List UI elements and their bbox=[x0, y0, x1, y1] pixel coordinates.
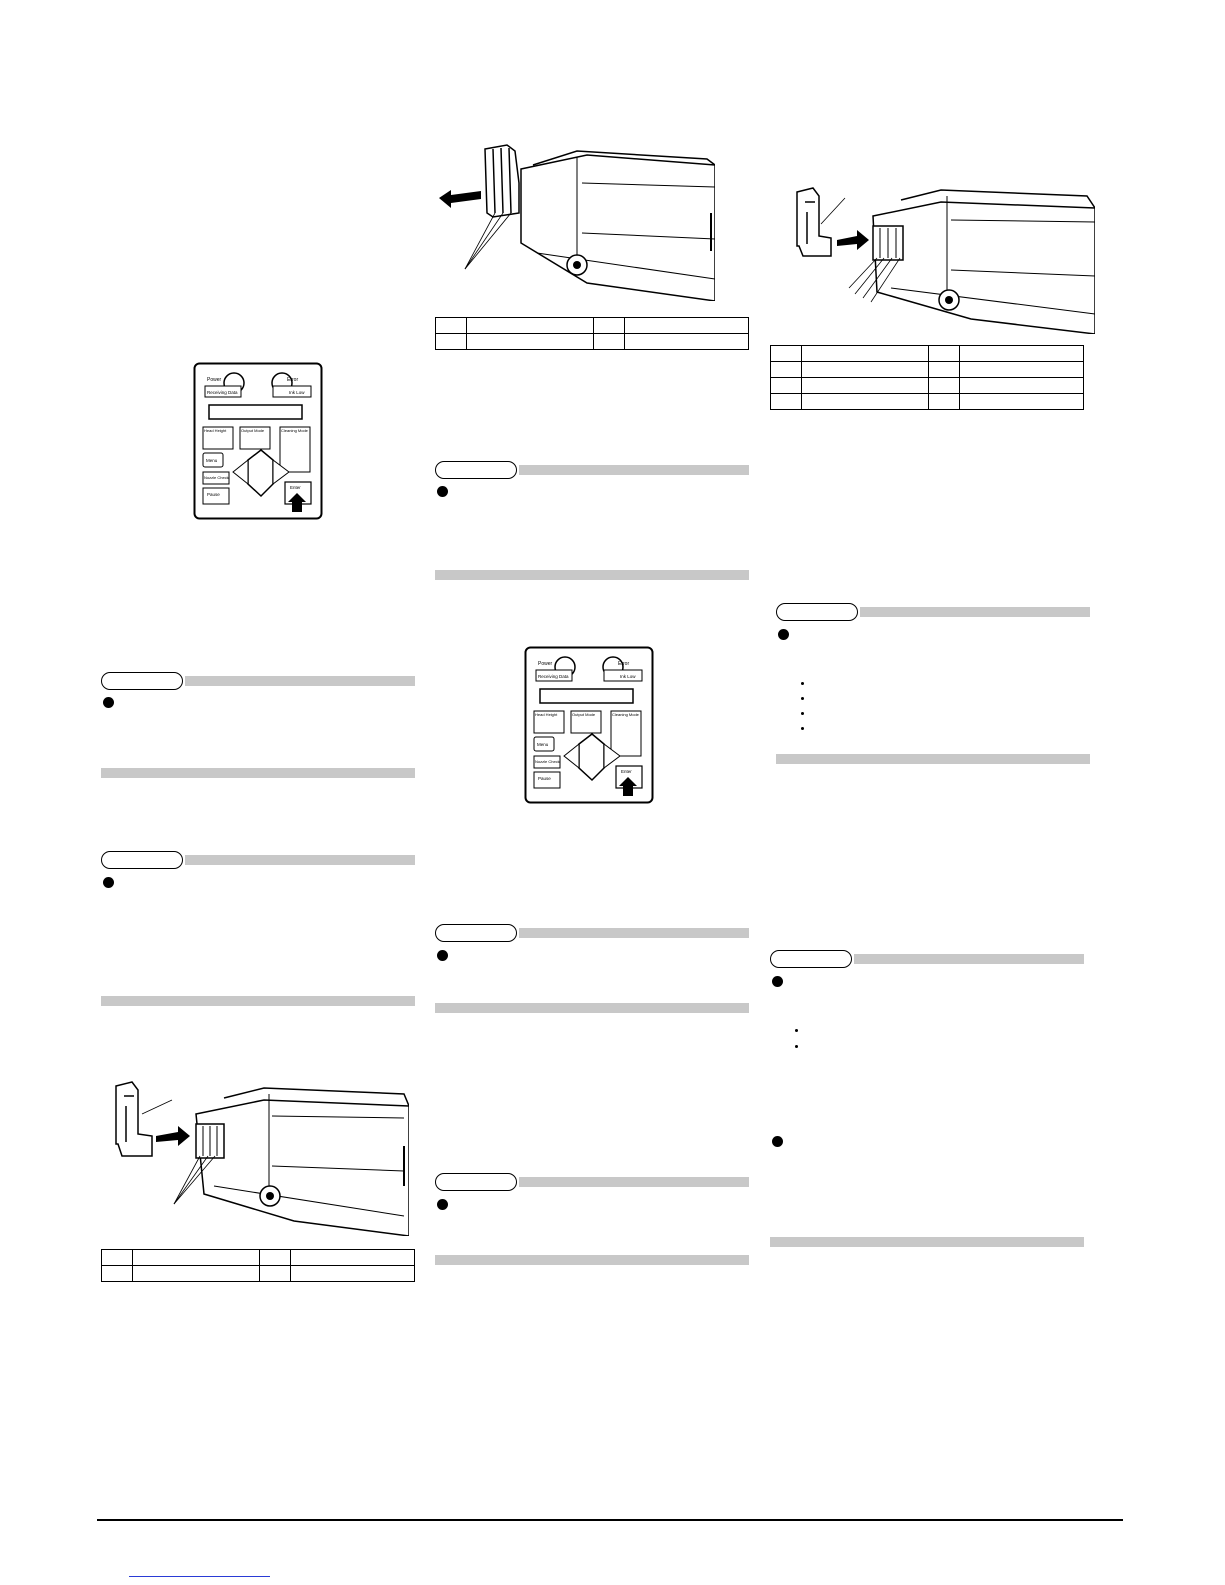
note-bullet bbox=[437, 1199, 448, 1210]
control-panel-illustration bbox=[524, 646, 654, 804]
power-label: Power bbox=[207, 377, 222, 383]
note-header bbox=[770, 950, 1084, 968]
note-badge bbox=[101, 672, 183, 690]
svg-text:Cleaning Mode: Cleaning Mode bbox=[281, 428, 308, 433]
note-header bbox=[776, 603, 1090, 621]
note-header bbox=[435, 924, 749, 942]
control-panel-illustration bbox=[193, 362, 323, 520]
note-header bbox=[101, 672, 415, 690]
note-bar bbox=[185, 855, 415, 865]
table-row bbox=[771, 362, 1084, 378]
error-label: Error bbox=[287, 377, 299, 383]
note-header bbox=[101, 851, 415, 869]
table-row bbox=[102, 1250, 415, 1266]
footer-rule bbox=[97, 1519, 1123, 1521]
note-footer-bar bbox=[101, 996, 415, 1006]
legend-table bbox=[770, 345, 1084, 410]
note-header bbox=[435, 1173, 749, 1191]
table-row bbox=[771, 378, 1084, 394]
note-bar bbox=[185, 676, 415, 686]
svg-text:Menu: Menu bbox=[206, 458, 218, 463]
list-bullet bbox=[795, 1045, 798, 1048]
table-row bbox=[436, 318, 749, 334]
note-bullet bbox=[772, 976, 783, 987]
note-bullet bbox=[437, 950, 448, 961]
note-bar bbox=[519, 1177, 749, 1187]
cartridge-icon bbox=[116, 1082, 152, 1156]
insert-arrow-icon bbox=[156, 1126, 190, 1146]
list-bullet bbox=[801, 682, 804, 685]
note-badge bbox=[776, 603, 858, 621]
note-footer-bar bbox=[435, 570, 749, 580]
svg-text:Enter: Enter bbox=[290, 485, 301, 490]
note-bullet bbox=[437, 486, 448, 497]
table-row bbox=[771, 394, 1084, 410]
list-bullet bbox=[801, 727, 804, 730]
note-bar bbox=[860, 607, 1090, 617]
table-row bbox=[102, 1266, 415, 1282]
note-bar bbox=[519, 465, 749, 475]
svg-text:Nozzle Check: Nozzle Check bbox=[204, 475, 229, 480]
svg-text:Receiving Data: Receiving Data bbox=[538, 674, 569, 679]
note-bar bbox=[854, 954, 1084, 964]
note-bullet bbox=[103, 877, 114, 888]
list-bullet bbox=[801, 712, 804, 715]
printer-cartridge-insert-illustration bbox=[791, 184, 1095, 334]
svg-text:Error: Error bbox=[618, 661, 630, 667]
svg-text:Ink Low: Ink Low bbox=[620, 674, 636, 679]
note-bullet bbox=[772, 1136, 783, 1147]
note-badge bbox=[770, 950, 852, 968]
svg-text:Head Height: Head Height bbox=[204, 428, 227, 433]
note-footer-bar bbox=[435, 1255, 749, 1265]
table-row bbox=[436, 334, 749, 350]
svg-text:Head Height: Head Height bbox=[535, 712, 558, 717]
note-header bbox=[435, 461, 749, 479]
printer-cartridge-remove-illustration bbox=[437, 143, 715, 301]
legend-table bbox=[435, 317, 749, 350]
note-badge bbox=[435, 1173, 517, 1191]
ink-low-label: Ink Low bbox=[289, 390, 305, 395]
note-badge bbox=[435, 461, 517, 479]
svg-text:Enter: Enter bbox=[621, 769, 632, 774]
svg-text:Cleaning Mode: Cleaning Mode bbox=[612, 712, 639, 717]
receiving-data-label: Receiving Data bbox=[207, 390, 238, 395]
cartridge-icon bbox=[797, 188, 831, 256]
list-bullet bbox=[801, 697, 804, 700]
printer-cartridge-insert-illustration bbox=[104, 1076, 409, 1236]
pull-arrow-icon bbox=[439, 190, 481, 208]
svg-text:Menu: Menu bbox=[537, 742, 549, 747]
list-bullet bbox=[795, 1029, 798, 1032]
table-row bbox=[771, 346, 1084, 362]
note-footer-bar bbox=[776, 754, 1090, 764]
note-badge bbox=[101, 851, 183, 869]
svg-text:Output Mode: Output Mode bbox=[241, 428, 265, 433]
footer-link[interactable] bbox=[129, 1576, 270, 1577]
svg-text:Nozzle Check: Nozzle Check bbox=[535, 759, 560, 764]
note-bullet bbox=[778, 629, 789, 640]
note-bar bbox=[519, 928, 749, 938]
note-badge bbox=[435, 924, 517, 942]
legend-table bbox=[101, 1249, 415, 1282]
note-footer-bar bbox=[101, 768, 415, 778]
svg-text:Pause: Pause bbox=[207, 492, 220, 497]
note-bullet bbox=[103, 697, 114, 708]
svg-text:Output Mode: Output Mode bbox=[572, 712, 596, 717]
svg-text:Pause: Pause bbox=[538, 776, 551, 781]
note-footer-bar bbox=[770, 1237, 1084, 1247]
note-footer-bar bbox=[435, 1003, 749, 1013]
svg-text:Power: Power bbox=[538, 661, 553, 667]
